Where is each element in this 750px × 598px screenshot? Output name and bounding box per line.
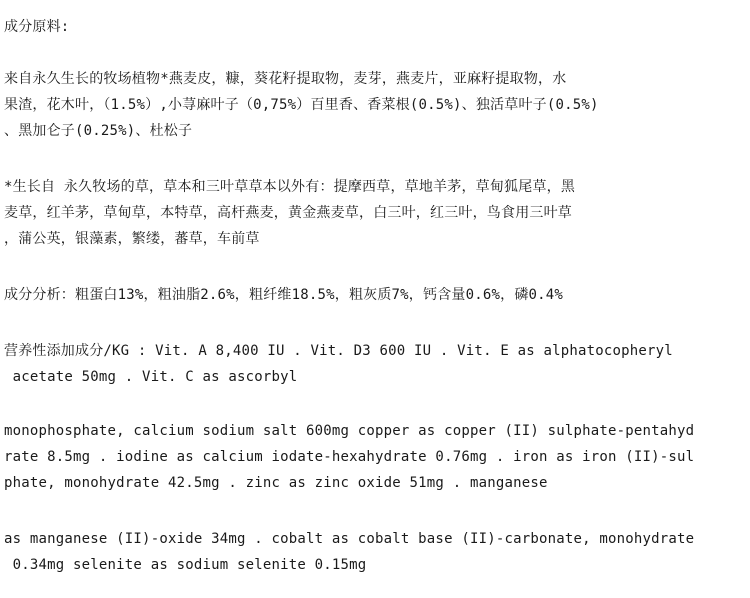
minerals-line-5: 0.34mg selenite as sodium selenite 0.15mg <box>4 557 367 573</box>
grasses-line-3: ，蒲公英，银藻素，繁缕，蕃草，车前草 <box>4 231 260 247</box>
minerals-line-4: as manganese (II)-oxide 34mg . cobalt as cobalt base (II)-carbonate, monohydrate <box>4 531 695 547</box>
analysis-line: 成分分析：粗蛋白13%，粗油脂2.6%，粗纤维18.5%，粗灰质7%，钙含量0.6%，磷0.4% <box>4 287 564 303</box>
additives-line-1: 营养性添加成分/KG : Vit. A 8,400 IU . Vit. D3 600 IU . Vit. E as alphatocopheryl <box>4 343 673 359</box>
ingredients-line-1: 来自永久生长的牧场植物*燕麦皮，糠，葵花籽提取物，麦芽，燕麦片，亚麻籽提取物，水 <box>4 71 567 87</box>
ingredients-line-3: 、黑加仑子(0.25%)、杜松子 <box>4 123 193 139</box>
minerals-line-1: monophosphate, calcium sodium salt 600mg copper as copper (II) sulphate-pentahyd <box>4 423 695 439</box>
additives-line-2: acetate 50mg . Vit. C as ascorbyl <box>4 369 298 385</box>
ingredients-heading: 成分原料: <box>4 19 70 35</box>
ingredients-line-2: 果渣，花木叶，（1.5%）,小荨麻叶子（0,75%）百里香、香菜根(0.5%)、独活草叶子(0.5%) <box>4 97 599 113</box>
minerals-line-2: rate 8.5mg . iodine as calcium iodate-hexahydrate 0.76mg . iron as iron (II)-sul <box>4 449 695 465</box>
grasses-line-2: 麦草，红羊茅，草甸草，本特草，高杆燕麦，黄金燕麦草，白三叶，红三叶，鸟食用三叶草 <box>4 205 572 221</box>
grasses-line-1: *生长自 永久牧场的草，草本和三叶草草本以外有：提摩西草，草地羊茅，草甸狐尾草，黑 <box>4 179 576 195</box>
minerals-line-3: phate, monohydrate 42.5mg . zinc as zinc oxide 51mg . manganese <box>4 475 548 491</box>
